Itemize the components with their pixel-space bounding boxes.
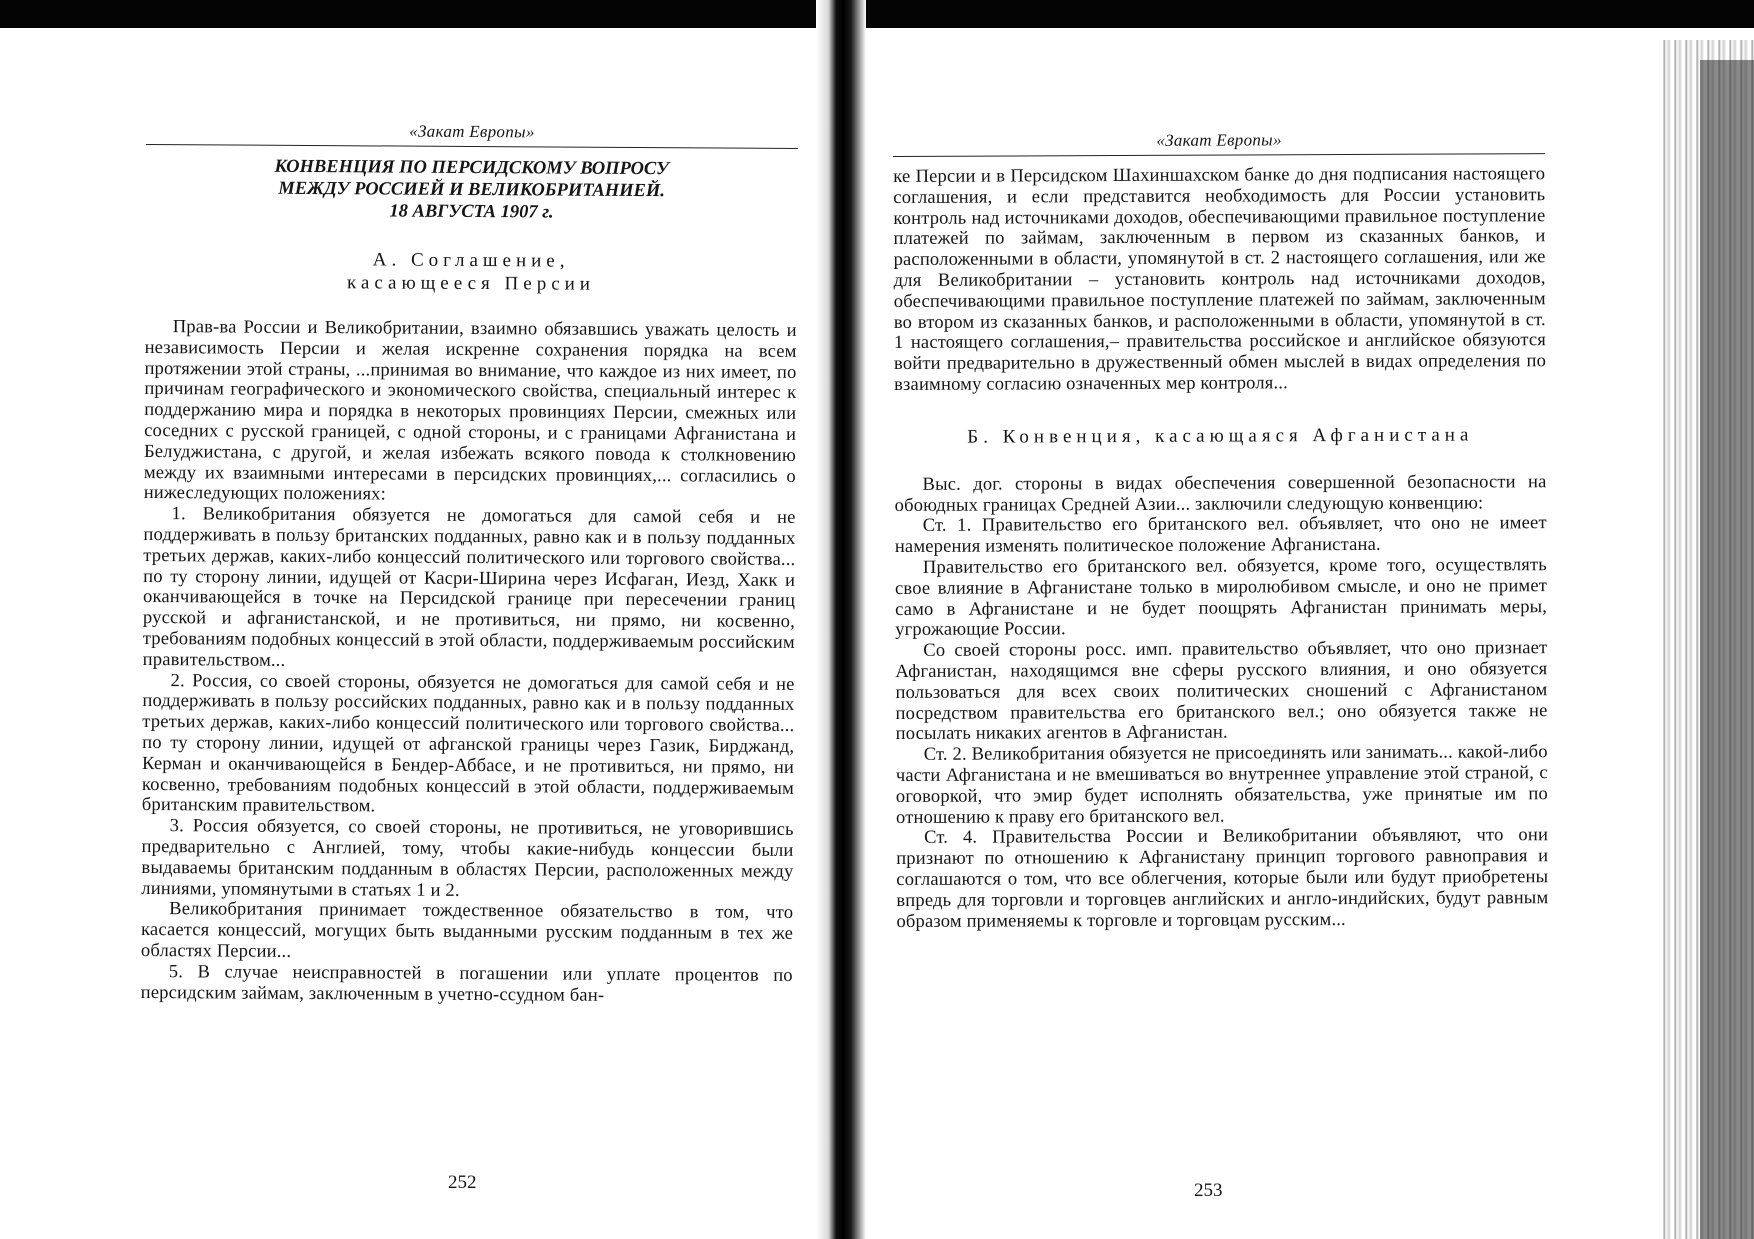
left-page xyxy=(141,120,798,1007)
running-head: «Закат Европы» xyxy=(409,121,535,142)
header-rule xyxy=(893,153,1545,157)
paragraph: 3. Россия обязуется, со своей стороны, не противиться, не уговорившись предварительно с Англией, тому, чтобы какие-нибудь концессии были выдаваемы британским подданным в областях Персии, расположенных между линиями, упомянутыми в статьях 1 и 2. xyxy=(141,815,794,901)
section-b-heading: Б. Конвенция, касающаяся Афганистана xyxy=(967,424,1474,448)
paragraph: 5. В случае неисправностей в погашении или уплате процентов по персидским займам, заключенным в учетно-ссудном бан- xyxy=(140,960,793,1006)
section-a-line: А. Соглашение, xyxy=(372,249,570,272)
page-number-right: 253 xyxy=(1194,1180,1223,1201)
book-gutter xyxy=(816,0,866,1239)
section-a-line: касающееся Персии xyxy=(346,272,596,295)
right-body-continuation xyxy=(893,164,1546,396)
paragraph: Ст. 1. Правительство его британского вел. объявляет, что оно не имеет намерения изменять политическое положение Афганистана. xyxy=(894,512,1547,558)
paragraph: Ст. 2. Великобритания обязуется не присоединять или занимать... какой-либо части Афганистана и не вмешиваться во внутреннее управление этой страной, с оговоркой, что эмир будет исполнять обязательства, уже принятые им по отношению к праву его британского вел. xyxy=(895,741,1548,828)
left-body xyxy=(141,317,797,1007)
page-edges-shadow xyxy=(1700,60,1754,1239)
section-a-heading xyxy=(145,247,797,297)
title-date: 18 АВГУСТА 1907 г. xyxy=(389,201,554,223)
paragraph: Выс. дог. стороны в видах обеспечения совершенной безопасности на обоюдных границах Средней Азии... заключили следующую конвенцию: xyxy=(894,470,1547,516)
right-body xyxy=(894,472,1548,932)
paragraph: 1. Великобритания обязуется не домогаться для самой себя и не поддерживать в пользу британских подданных, равно как и в пользу подданных третьих держав, каких-либо концессий политического или торгового свойства... по ту сторону линии, идущей от Касри-Ширина через Исфаган, Иезд, Хакк и оканчивающейся в точке на Персидской границе при пересечении границ русской и афганистанской, и не противиться, ни прямо, ни косвенно, требованиям подобных концессий в этой области, поддерживаемым российским правительством... xyxy=(142,503,796,671)
title-line: КОНВЕНЦИЯ ПО ПЕРСИДСКОМУ ВОПРОСУ xyxy=(274,156,669,180)
running-head: «Закат Европы» xyxy=(1156,130,1282,150)
right-page xyxy=(893,129,1548,932)
paragraph: Великобритания принимает тождественное обязательство в том, что касается концессий, могущих быть выданными русским подданным в тех же областях Персии... xyxy=(140,898,794,962)
scan-top-border xyxy=(0,0,1754,28)
paragraph: 2. Россия, со своей стороны, обязуется не домогаться для самой себя и не поддерживать в пользу российских подданных, равно как и в пользу подданных третьих держав, каких-либо концессий политического или торгового свойства... по ту сторону линии, идущей от афганской границы через Газик, Бирджанд, Керман и оканчивающейся в Бендер-Аббасе, и не противиться, ни прямо, ни косвенно, требованиям подобных концессий в этой области, поддерживаемым британским правительством. xyxy=(141,669,795,817)
paragraph: Правительство его британского вел. обязуется, кроме того, осуществлять свое влияние в Афганистане только в миролюбивом смысле, и оно не примет само в Афганистане и не будет поощрять Афганистан принимать меры, угрожающие России. xyxy=(894,554,1548,641)
document-title xyxy=(145,155,797,225)
paragraph: Со своей стороны росс. имп. правительство объявляет, что оно признает Афганистан, находящимся вне сферы русского влияния, и оно обязуется пользоваться для всех своих политических сношений с Афганистаном посредством правительства его британского вел.; оно обязуется также не посылать никаких агентов в Афганистан. xyxy=(895,637,1548,745)
paragraph: ке Персии и в Персидском Шахиншахском банке до дня подписания настоящего соглашения, и если представится необходимость для России установить контроль над источниками доходов, обеспечивающими правильное поступление платежей по займам, заключенным в первом из сказанных банков, и расположенными в области, упомянутой в ст. 2 настоящего соглашения, или же для Великобритании – установить контроль над источниками доходов, обеспечивающими правильное поступление платежей по займам, заключенным во втором из сказанных банков, и расположенными в области, упомянутой в ст. 1 настоящего соглашения,– правительства российское и английское обязуются войти предварительно в дружественный обмен мыслей в видах определения по взаимному согласию означенных мер контроля... xyxy=(893,163,1547,395)
paragraph: Ст. 4. Правительства России и Великобритании объявляют, что они признают по отношению к Афганистану принцип торгового равноправия и соглашаются о том, что все облегчения, которые были или будут приобретены впредь для торговли и торговцев английских и англо-индийских, будут равным образом применяемы к торговле и торговцам русским... xyxy=(896,824,1549,932)
page-number-left: 252 xyxy=(448,1172,477,1193)
title-line: МЕЖДУ РОССИЕЙ И ВЕЛИКОБРИТАНИЕЙ. xyxy=(278,178,665,202)
paragraph: Прав-ва России и Великобритании, взаимно обязавшись уважать целость и независимость Персии и желая искренне сохранения порядка на всем протяжении этой страны, ...принимая во внимание, что каждое из них имеет, по причинам географического и экономического свойства, специальный интерес к поддержанию мира и порядка в некоторых провинциях Персии, смежных или соседних с русской границей, с одной стороны, и с границами Афганистана и Белуджистана, с другой, и желая избежать всякого повода к столкновению между их взаимными интересами в персидских провинциях,... согласились о нижеследующих положениях: xyxy=(143,316,797,505)
